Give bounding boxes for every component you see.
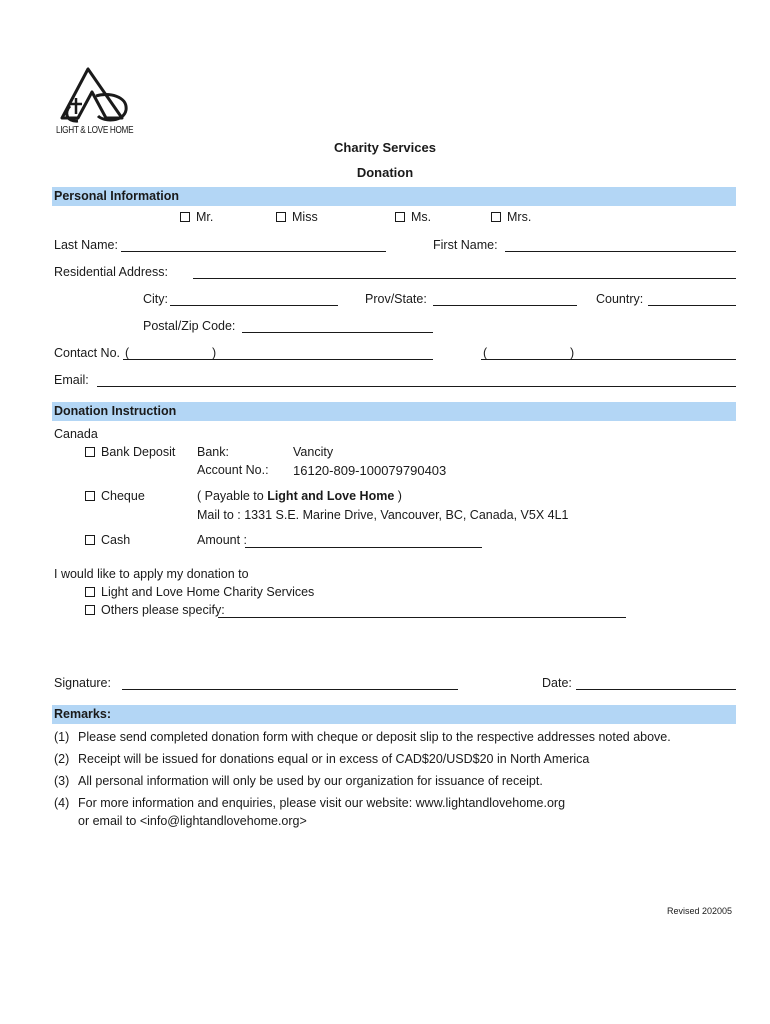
cash-label: Cash <box>101 533 131 547</box>
title-label-miss: Miss <box>292 210 318 224</box>
checkbox-cheque[interactable] <box>85 491 95 501</box>
signature-field[interactable] <box>122 689 458 690</box>
region-label: Canada <box>54 427 98 441</box>
donation-heading: Donation Instruction <box>52 402 736 421</box>
mail-to: Mail to : 1331 S.E. Marine Drive, Vancouver, BC, Canada, V5X 4L1 <box>197 508 569 522</box>
contact-label: Contact No. <box>54 346 121 360</box>
address-field[interactable] <box>193 278 736 279</box>
light-and-love-home-logo-icon <box>56 66 130 126</box>
page-title: Charity Services <box>334 140 436 155</box>
checkbox-mr[interactable] <box>180 212 190 222</box>
remark-1-num: (1) <box>54 730 70 744</box>
checkbox-ms[interactable] <box>395 212 405 222</box>
title-label-mrs: Mrs. <box>507 210 532 224</box>
title-option-ms[interactable] <box>395 210 431 224</box>
checkbox-charity-services[interactable] <box>85 587 95 597</box>
country-field[interactable] <box>648 305 736 306</box>
city-label: City: <box>143 292 168 306</box>
cheque-option[interactable] <box>85 489 145 503</box>
checkbox-bank-deposit[interactable] <box>85 447 95 457</box>
last-name-field[interactable] <box>121 251 386 252</box>
email-label: Email: <box>54 373 89 387</box>
page-subtitle: Donation <box>356 165 414 180</box>
contact-area-close: ) <box>212 346 217 360</box>
payable-name: Light and Love Home <box>267 489 395 503</box>
others-specify-field[interactable] <box>218 617 626 618</box>
checkbox-others[interactable] <box>85 605 95 615</box>
apply-option-charity[interactable] <box>85 585 314 599</box>
contact-area-close-2: ) <box>570 346 575 360</box>
date-label: Date: <box>542 676 572 690</box>
remark-2-text: Receipt will be issued for donations equal or in excess of CAD$20/USD$20 in North America <box>78 752 590 766</box>
date-field[interactable] <box>576 689 736 690</box>
remark-3-num: (3) <box>54 774 70 788</box>
remark-4-email: or email to <info@lightandlovehome.org> <box>78 814 307 828</box>
email-field[interactable] <box>97 386 736 387</box>
postal-field[interactable] <box>242 332 433 333</box>
cash-option[interactable] <box>85 533 130 547</box>
prov-label: Prov/State: <box>365 292 427 306</box>
title-option-mrs[interactable] <box>491 210 531 224</box>
remark-1-text: Please send completed donation form with cheque or deposit slip to the respective addresses noted above. <box>78 730 671 744</box>
address-label: Residential Address: <box>54 265 168 279</box>
contact-area-open: ( <box>125 346 130 360</box>
personal-info-heading: Personal Information <box>52 187 736 206</box>
remark-2-num: (2) <box>54 752 70 766</box>
revised-date: Revised 202005 <box>667 906 733 916</box>
remark-4-num: (4) <box>54 796 70 810</box>
checkbox-miss[interactable] <box>276 212 286 222</box>
signature-label: Signature: <box>54 676 111 690</box>
apply-intro: I would like to apply my donation to <box>54 567 249 581</box>
prov-field[interactable] <box>433 305 577 306</box>
checkbox-mrs[interactable] <box>491 212 501 222</box>
checkbox-cash[interactable] <box>85 535 95 545</box>
title-label-mr: Mr. <box>196 210 214 224</box>
account-value: 16120-809-100079790403 <box>293 463 447 478</box>
first-name-label: First Name: <box>433 238 498 252</box>
logo <box>56 66 146 140</box>
remark-4-text: For more information and enquiries, please visit our website: www.lightandlovehome.org <box>78 796 566 810</box>
amount-label: Amount : <box>197 533 248 547</box>
remark-3-text: All personal information will only be used by our organization for issuance of receipt. <box>78 774 543 788</box>
payable-to <box>197 489 402 503</box>
title-label-ms: Ms. <box>411 210 432 224</box>
payable-open: ( Payable to <box>197 489 268 503</box>
amount-field[interactable] <box>245 547 482 548</box>
cheque-label: Cheque <box>101 489 145 503</box>
logo-text: LIGHT & LOVE HOME <box>56 125 134 136</box>
bank-deposit-option[interactable] <box>85 445 175 459</box>
contact-field-2[interactable] <box>481 359 736 360</box>
payable-close: ) <box>394 489 402 503</box>
contact-area-open-2: ( <box>483 346 488 360</box>
bank-label: Bank: <box>197 445 229 459</box>
bank-deposit-label: Bank Deposit <box>101 445 176 459</box>
first-name-field[interactable] <box>505 251 736 252</box>
contact-field-1[interactable] <box>123 359 433 360</box>
account-label: Account No.: <box>197 463 269 477</box>
last-name-label: Last Name: <box>54 238 118 252</box>
postal-label: Postal/Zip Code: <box>143 319 236 333</box>
apply-option-others-label: Others please specify: <box>101 603 225 617</box>
apply-option-others[interactable] <box>85 603 225 617</box>
apply-option-charity-label: Light and Love Home Charity Services <box>101 585 315 599</box>
country-label: Country: <box>596 292 644 306</box>
city-field[interactable] <box>170 305 338 306</box>
title-option-mr[interactable] <box>180 210 213 224</box>
title-option-miss[interactable] <box>276 210 318 224</box>
remarks-heading: Remarks: <box>52 705 736 724</box>
bank-value: Vancity <box>293 445 334 459</box>
